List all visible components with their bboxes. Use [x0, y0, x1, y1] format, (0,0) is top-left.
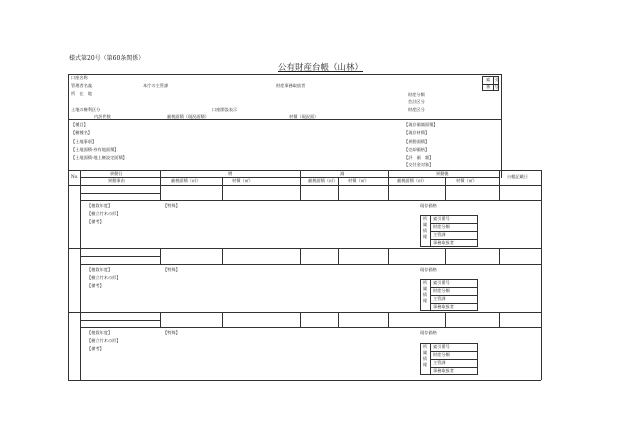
record1-side-index: 索引番号	[433, 216, 450, 221]
internal-count-label: 内訳件数	[94, 114, 111, 119]
record1-side-label: 所属情報	[422, 216, 428, 240]
record2-fiscal-year: 【植栽年度】	[87, 267, 113, 272]
record1-standing-trees: 【樹立竹木の形】	[87, 211, 121, 216]
field-land-area-owned: 【土地面積-券有地面積】	[71, 147, 119, 152]
record3-remarks: 【備考】	[87, 346, 104, 351]
column-movement-reason: 異動事由	[108, 178, 125, 183]
record1-current-value: 現存価格	[420, 203, 437, 208]
column-decrease: 減	[340, 171, 345, 176]
record1-remarks: 【備考】	[87, 219, 104, 224]
field-appraisal: 【評 価 額】	[404, 155, 434, 160]
column-decrease-area: 厳税面積（㎡）	[308, 178, 338, 183]
record2-standing-trees: 【樹立竹木の形】	[87, 275, 121, 280]
record2-side-label: 所属情報	[422, 280, 428, 304]
field-movement-area: 【異動面積】	[404, 139, 430, 144]
record2-remarks: 【備考】	[87, 283, 104, 288]
property-class-label: 財産分類	[408, 92, 425, 97]
record2-notes: 【特殊】	[163, 267, 180, 272]
ledger-area-header-label: 厳税面積（現況面積）	[167, 114, 209, 119]
column-movement-date: 異動日	[110, 171, 123, 176]
field-land-item: 【土地事項】	[71, 139, 97, 144]
field-current-volume: 【現存材積】	[404, 130, 430, 135]
account-name-label: 口座名称	[71, 75, 88, 80]
record3-side-dept: 主管課	[433, 360, 446, 365]
column-decrease-volume: 材積（㎥）	[348, 178, 369, 183]
record3-side-class: 財産分類	[433, 352, 450, 357]
location-label: 所 在 地	[71, 91, 92, 96]
column-increase-volume: 材積（㎥）	[232, 178, 253, 183]
record1-side-handler: 事務取扱者	[433, 240, 454, 245]
record2-current-value: 現存価格	[420, 267, 437, 272]
column-ledger-date: 台帳記載日	[507, 174, 528, 179]
record3-side-label: 所属情報	[422, 344, 428, 368]
property-office-label: 財産事務取扱者	[276, 83, 306, 88]
record1-fiscal-year: 【植栽年度】	[87, 203, 113, 208]
manager-name-label: 管理者名義	[71, 83, 92, 88]
area-header-label: 材積（現況面）	[289, 114, 319, 119]
field-current-value-area: 【現存価額面積】	[404, 122, 438, 127]
column-after-area: 厳税面積（㎡）	[397, 178, 427, 183]
record2-side-dept: 主管課	[433, 296, 446, 301]
field-species: 【樹種名】	[71, 130, 92, 135]
record2-side-class: 財産分類	[433, 288, 450, 293]
form-number: 様式第20号（第60条関係）	[69, 55, 145, 62]
column-increase-area: 厳税面積（㎡）	[171, 178, 201, 183]
property-kind-label: 財産区分	[408, 107, 425, 112]
record3-fiscal-year: 【植栽年度】	[87, 330, 113, 335]
record3-current-value: 現存価格	[420, 330, 437, 335]
field-sale-price: 【売却価格】	[404, 147, 430, 152]
column-after-movement: 異動後	[436, 171, 449, 176]
local-manager-label: 本庁の主管課	[143, 83, 169, 88]
record3-side-index: 索引番号	[433, 344, 450, 349]
record1-side-dept: 主管課	[433, 232, 446, 237]
index-label: 索 引	[486, 77, 499, 82]
account-open-display-label: 口座開設表示	[212, 107, 238, 112]
field-land-area-superficies: 【土地面積-地上権設定面積】	[71, 155, 127, 160]
record1-side-class: 財産分類	[433, 224, 450, 229]
accounting-class-label: 会計区分	[408, 99, 425, 104]
column-after-volume: 材積（㎥）	[456, 178, 477, 183]
column-increase: 増	[228, 171, 233, 176]
record3-side-handler: 事務取扱者	[433, 368, 454, 373]
number-label: 番 号	[486, 84, 499, 89]
field-type: 【種目】	[71, 122, 88, 127]
column-no: No.	[71, 174, 79, 179]
page-title: 公有財産台帳（山林）	[278, 63, 364, 73]
record2-side-handler: 事務取扱者	[433, 304, 454, 309]
record1-notes: 【特殊】	[163, 203, 180, 208]
record2-side-index: 索引番号	[433, 280, 450, 285]
field-subsidy: 【交付金対象】	[404, 162, 434, 167]
record3-notes: 【特殊】	[163, 330, 180, 335]
land-right-class-label: 土地の権利区分	[71, 107, 101, 112]
record3-standing-trees: 【樹立竹木の形】	[87, 338, 121, 343]
